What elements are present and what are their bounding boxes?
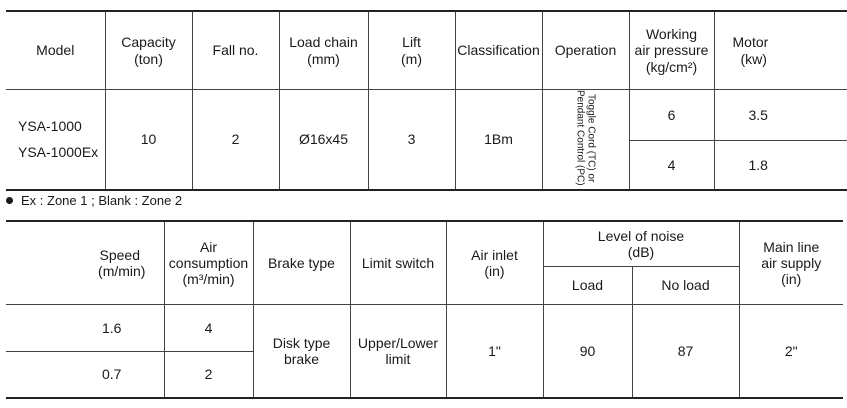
cell-noise-no-load: 87 [632, 305, 739, 399]
cell-classification: 1Bm [455, 90, 542, 190]
header-fall-no: Fall no. [192, 11, 279, 90]
cell-main-line: 2" [739, 305, 843, 399]
header-motor: Motor (kw) [714, 11, 847, 90]
performance-table [6, 220, 843, 399]
specification-table [6, 10, 847, 191]
cell-lift: 3 [368, 90, 455, 190]
cell-fall-no: 2 [192, 90, 279, 190]
model-name: YSA-1000Ex [18, 144, 99, 161]
cell-motor: 3.5 [714, 90, 847, 141]
zone-note: Ex : Zone 1 ; Blank : Zone 2 [6, 193, 182, 208]
bullet-icon [6, 197, 13, 204]
header-air-consumption: Air consumption (m³/min) [164, 221, 253, 305]
header-load-chain: Load chain (mm) [279, 11, 368, 90]
cell-speed: 0.7 [6, 352, 164, 399]
cell-load-chain: Ø16x45 [279, 90, 368, 190]
cell-pressure: 4 [629, 140, 714, 189]
header-air-inlet: Air inlet (in) [446, 221, 543, 305]
header-classification: Classification [455, 11, 542, 90]
cell-air-consumption: 2 [164, 352, 253, 399]
cell-motor: 1.8 [714, 140, 847, 189]
cell-operation: Toggle Cord (TC) or Pendant Control (PC) [542, 90, 629, 190]
header-operation: Operation [542, 11, 629, 90]
header-main-line: Main line air supply (in) [739, 221, 843, 305]
cell-pressure: 6 [629, 90, 714, 141]
header-noise-load: Load [543, 267, 632, 305]
cell-speed: 1.6 [6, 305, 164, 352]
cell-brake-type: Disk type brake [253, 305, 350, 399]
cell-air-inlet: 1" [446, 305, 543, 399]
model-name: YSA-1000 [18, 117, 82, 134]
cell-model [6, 90, 105, 190]
header-model: Model [6, 11, 105, 90]
cell-limit-switch: Upper/Lower limit [350, 305, 446, 399]
header-capacity: Capacity (ton) [105, 11, 192, 90]
header-lift: Lift (m) [368, 11, 455, 90]
cell-capacity: 10 [105, 90, 192, 190]
header-noise-no-load: No load [632, 267, 739, 305]
cell-air-consumption: 4 [164, 305, 253, 352]
cell-noise-load: 90 [543, 305, 632, 399]
header-brake-type: Brake type [253, 221, 350, 305]
header-speed: Speed (m/min) [6, 221, 164, 305]
header-noise-level: Level of noise (dB) [543, 221, 739, 267]
header-limit-switch: Limit switch [350, 221, 446, 305]
header-working-air-pressure: Working air pressure (kg/cm²) [629, 11, 714, 90]
